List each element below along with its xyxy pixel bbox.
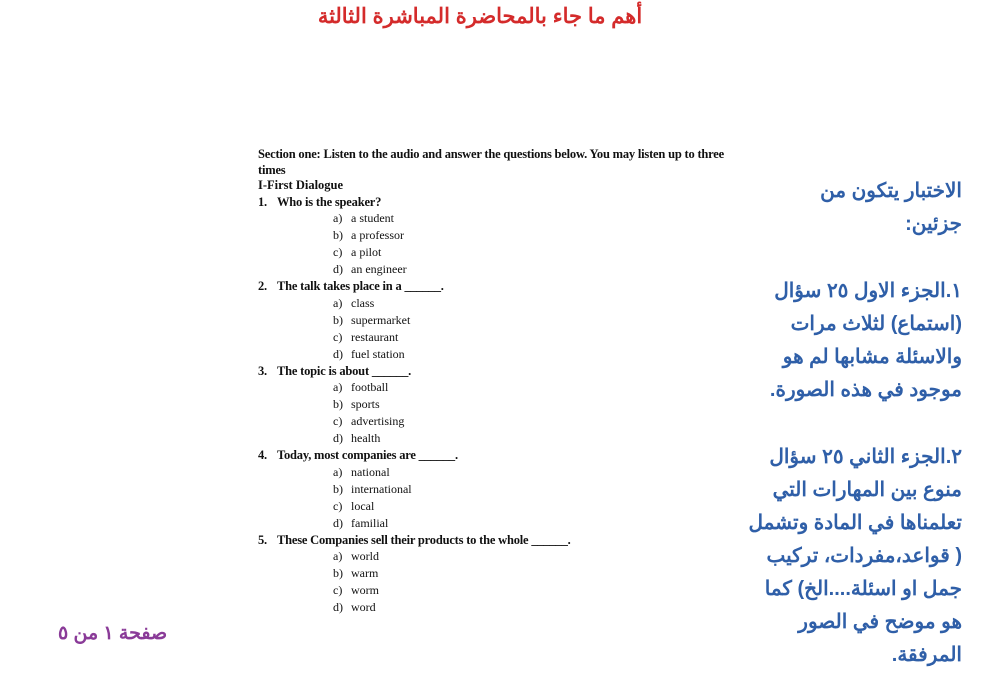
option-text: world (351, 549, 379, 563)
exam-structure-intro (712, 175, 962, 241)
option-text: warm (351, 566, 379, 580)
question-4 (258, 448, 758, 532)
option-letter: a) (333, 211, 343, 225)
answer-option (258, 430, 758, 447)
question-text: The talk takes place in a ______. (277, 279, 444, 293)
option-letter: b) (333, 397, 343, 411)
intro-line: الاختبار يتكون من (820, 180, 962, 202)
option-letter: b) (333, 566, 343, 580)
option-letter: d) (333, 600, 343, 614)
option-text: advertising (351, 414, 405, 428)
exam-part-two-note (712, 441, 962, 672)
question-number: 4. (258, 448, 267, 462)
question-stem (258, 195, 758, 211)
exam-excerpt (258, 147, 758, 616)
question-stem (258, 448, 758, 464)
question-3 (258, 364, 758, 448)
part-one-line: موجود في هذه الصورة. (769, 379, 962, 401)
dialogue-title: I-First Dialogue (258, 178, 344, 192)
option-text: a professor (351, 228, 404, 242)
option-letter: d) (333, 346, 343, 361)
answer-option (258, 261, 758, 278)
answer-option (258, 227, 758, 244)
option-letter: c) (333, 414, 343, 428)
part-two-line: ٢.الجزء الثاني ٢٥ سؤال (769, 446, 962, 468)
part-one-line: والاسئلة مشابها لم هو (782, 346, 962, 368)
option-text: health (351, 431, 381, 445)
option-text: sports (351, 397, 380, 411)
exam-instructions: Section one: Listen to the audio and answer the questions below. You may listen up to three times (258, 147, 724, 177)
answer-option (258, 464, 758, 481)
option-text: national (351, 464, 390, 479)
answer-option (258, 295, 758, 312)
option-letter: c) (333, 583, 343, 597)
option-letter: a) (333, 380, 343, 394)
answer-option (258, 413, 758, 430)
option-letter: b) (333, 312, 343, 327)
question-number: 1. (258, 194, 267, 209)
option-letter: a) (333, 295, 343, 310)
answer-option (258, 599, 758, 616)
option-letter: c) (333, 245, 343, 259)
option-text: fuel station (351, 346, 405, 361)
option-letter: d) (333, 262, 343, 276)
option-letter: a) (333, 464, 343, 479)
answer-option (258, 481, 758, 498)
exam-part-one-note (712, 275, 962, 407)
option-letter: c) (333, 329, 343, 344)
option-text: familial (351, 515, 389, 530)
answer-option (258, 396, 758, 413)
answer-option (258, 244, 758, 261)
part-one-line: (استماع) لثلاث مرات (790, 313, 962, 335)
option-text: international (351, 481, 412, 496)
option-letter: c) (333, 498, 343, 513)
question-5 (258, 533, 758, 617)
option-text: worm (351, 583, 379, 597)
question-text: Today, most companies are ______. (277, 448, 458, 462)
part-two-line: تعلمناها في المادة وتشمل (748, 512, 962, 534)
answer-option (258, 498, 758, 515)
option-text: a pilot (351, 245, 382, 259)
answer-option (258, 582, 758, 599)
question-text: These Companies sell their products to the whole ______. (277, 532, 571, 547)
answer-option (258, 548, 758, 565)
option-text: a student (351, 211, 394, 225)
option-text: supermarket (351, 312, 411, 327)
question-1 (258, 195, 758, 279)
option-letter: d) (333, 431, 343, 445)
option-text: football (351, 380, 389, 394)
option-letter: d) (333, 515, 343, 530)
question-text: The topic is about ______. (277, 363, 412, 378)
question-stem (258, 533, 758, 549)
option-letter: b) (333, 481, 343, 496)
answer-option (258, 329, 758, 346)
answer-option (258, 210, 758, 227)
option-letter: b) (333, 228, 343, 242)
option-text: word (351, 600, 376, 614)
part-two-line: منوع بين المهارات التي (772, 479, 962, 501)
page-number: صفحة ١ من ٥ (58, 623, 168, 644)
question-2 (258, 279, 758, 363)
answer-option (258, 346, 758, 363)
option-text: local (351, 498, 375, 513)
answer-option (258, 515, 758, 532)
question-stem (258, 364, 758, 380)
question-stem (258, 279, 758, 295)
answer-option (258, 312, 758, 329)
part-two-line: المرفقة. (891, 644, 962, 666)
question-number: 5. (258, 532, 267, 547)
page-title: أهم ما جاء بالمحاضرة المباشرة الثالثة (317, 5, 643, 28)
option-text: an engineer (351, 262, 407, 276)
option-text: restaurant (351, 329, 399, 344)
part-one-line: ١.الجزء الاول ٢٥ سؤال (774, 280, 962, 302)
question-number: 3. (258, 363, 267, 378)
question-number: 2. (258, 279, 267, 293)
part-two-line: ( قواعد،مفردات، تركيب (766, 545, 962, 567)
answer-option (258, 565, 758, 582)
answer-option (258, 379, 758, 396)
option-text: class (351, 295, 375, 310)
question-text: Who is the speaker? (277, 194, 382, 209)
part-two-line: هو موضح في الصور (798, 611, 962, 633)
intro-line: جزئين: (905, 213, 962, 235)
option-letter: a) (333, 549, 343, 563)
part-two-line: جمل او اسئلة....الخ) كما (764, 578, 962, 600)
